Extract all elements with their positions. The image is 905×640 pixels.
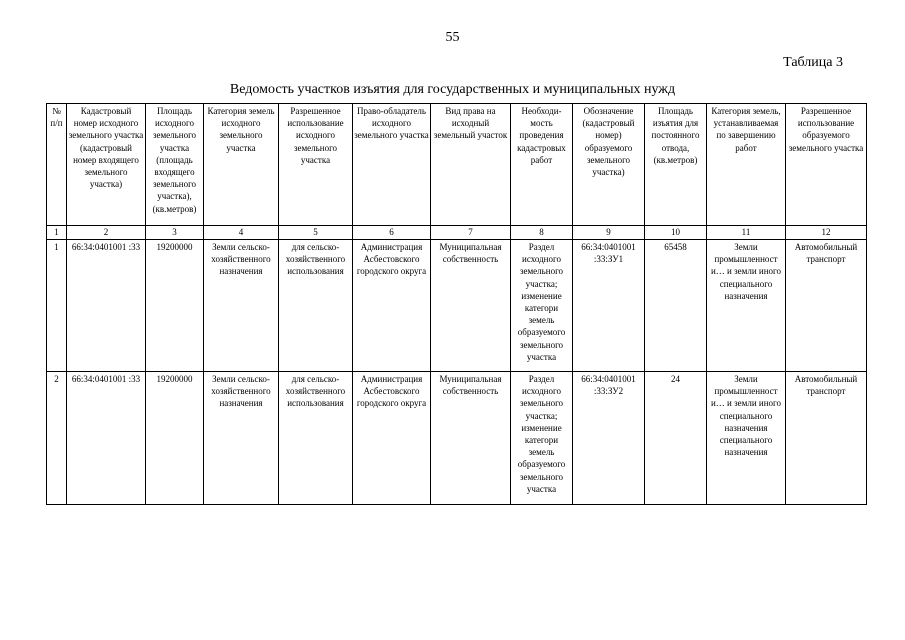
column-number: 11 — [707, 226, 786, 240]
column-number: 8 — [511, 226, 573, 240]
column-header: № п/п — [47, 104, 67, 226]
new-plot-designation: 66:34:0401001 :33:ЗУ1 — [573, 240, 645, 372]
column-number-row — [47, 226, 867, 240]
right-holder: Администрация Асбестовского городского округа — [353, 240, 431, 372]
column-header: Кадастровый номер исходного земельного участка (кадастровый номер входящего земельного участка) — [67, 104, 146, 226]
land-category: Земли сельско-хозяйственного назначения — [204, 240, 279, 372]
column-number: 1 — [47, 226, 67, 240]
document-title: Ведомость участков изъятия для государственных и муниципальных нужд — [229, 82, 676, 97]
new-land-category: Земли промышленност и… и земли иного специального назначения специального назначения — [707, 372, 786, 505]
table-row — [47, 372, 867, 505]
right-holder: Администрация Асбестовского городского округа — [353, 372, 431, 505]
column-header: Разрешенное использование образуемого земельного участка — [786, 104, 867, 226]
column-number: 12 — [786, 226, 867, 240]
cadastral-number: 66:34:0401001 :33 — [67, 372, 146, 505]
column-header: Вид права на исходный земельный участок — [431, 104, 511, 226]
land-category: Земли сельско-хозяйственного назначения — [204, 372, 279, 505]
row-number: 1 — [47, 240, 67, 372]
source-area: 19200000 — [146, 372, 204, 505]
cadastral-works: Раздел исходного земельного участка; изменение категори земель образуемого земельного участка — [511, 372, 573, 505]
right-type: Муниципальная собственность — [431, 372, 511, 505]
permitted-use: для сельско-хозяйственного использования — [279, 372, 353, 505]
column-header: Площадь изъятия для постоянного отвода, (кв.метров) — [645, 104, 707, 226]
table-label: Таблица 3 — [783, 55, 843, 70]
right-type: Муниципальная собственность — [431, 240, 511, 372]
column-header: Категория земель, устанавливаемая по завершению работ — [707, 104, 786, 226]
cadastral-number: 66:34:0401001 :33 — [67, 240, 146, 372]
column-header: Категория земель исходного земельного участка — [204, 104, 279, 226]
new-plot-designation: 66:34:0401001 :33:ЗУ2 — [573, 372, 645, 505]
column-number: 5 — [279, 226, 353, 240]
column-number: 6 — [353, 226, 431, 240]
cadastral-works: Раздел исходного земельного участка; изменение категори земель образуемого земельного участка — [511, 240, 573, 372]
new-land-category: Земли промышленност и… и земли иного специального назначения — [707, 240, 786, 372]
table-header-row — [47, 104, 867, 226]
column-header: Площадь исходного земельного участка (площадь входящего земельного участка), (кв.метров) — [146, 104, 204, 226]
withdrawal-area: 24 — [645, 372, 707, 505]
permitted-use: для сельско-хозяйственного использования — [279, 240, 353, 372]
land-withdrawal-table — [46, 103, 867, 505]
withdrawal-area: 65458 — [645, 240, 707, 372]
column-number: 3 — [146, 226, 204, 240]
column-number: 10 — [645, 226, 707, 240]
table-row — [47, 240, 867, 372]
column-header: Обозначение (кадастровый номер) образуемого земельного участка) — [573, 104, 645, 226]
new-permitted-use: Автомобильный транспорт — [786, 240, 867, 372]
source-area: 19200000 — [146, 240, 204, 372]
new-permitted-use: Автомобильный транспорт — [786, 372, 867, 505]
column-header: Право-обладатель исходного земельного участка — [353, 104, 431, 226]
column-number: 9 — [573, 226, 645, 240]
column-header: Необходи-мость проведения кадастровых работ — [511, 104, 573, 226]
column-number: 4 — [204, 226, 279, 240]
column-number: 7 — [431, 226, 511, 240]
row-number: 2 — [47, 372, 67, 505]
column-number: 2 — [67, 226, 146, 240]
column-header: Разрешенное использование исходного земельного участка — [279, 104, 353, 226]
page-number: 55 — [445, 30, 460, 45]
